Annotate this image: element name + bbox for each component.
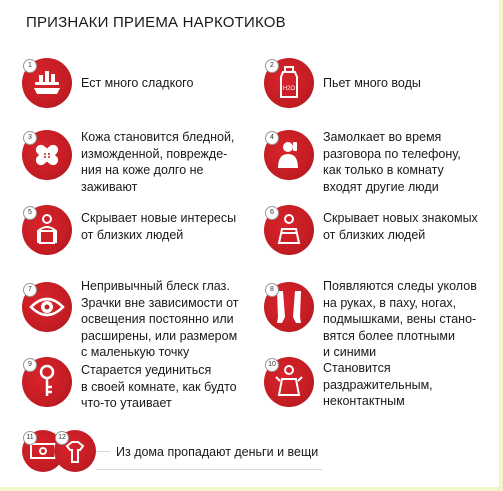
sign-text-8: Появляются следы уколов на руках, в паху, ногах, подмышками, вены стано- вятся более плотными и синими bbox=[323, 279, 477, 359]
sign-text-1: Ест много сладкого bbox=[81, 76, 194, 90]
sign-text-7: Непривычный блеск глаз. Зрачки вне зависимости от освещения постоянно или расширены, или размером с маленькую точку bbox=[81, 279, 239, 359]
item-number: 9 bbox=[23, 358, 37, 372]
right-edge-strip bbox=[499, 0, 503, 491]
sign-text-9: Старается уединиться в своей комнате, как будто что-то утаивает bbox=[81, 363, 237, 410]
sign-text-6: Скрывает новых знакомых от близких людей bbox=[323, 211, 478, 242]
svg-text:H2O: H2O bbox=[282, 86, 296, 92]
bottom-divider-right bbox=[96, 469, 322, 470]
item-number: 4 bbox=[265, 131, 279, 145]
item-number: 1 bbox=[23, 59, 37, 73]
item-number: 7 bbox=[23, 283, 37, 297]
item-number: 10 bbox=[265, 358, 279, 372]
page-title: ПРИЗНАКИ ПРИЕМА НАРКОТИКОВ bbox=[26, 14, 286, 31]
sign-text-10: Становится раздражительным, неконтактным bbox=[323, 361, 433, 408]
sign-text-3: Кожа становится бледной, изможденной, поврежде- ния на коже долго не заживают bbox=[81, 130, 235, 194]
item-number: 3 bbox=[23, 131, 37, 145]
bottom-edge-strip bbox=[0, 487, 503, 491]
sign-text-5: Скрывает новые интересы от близких людей bbox=[81, 211, 237, 242]
sign-text-11-12: Из дома пропадают деньги и вещи bbox=[116, 445, 319, 459]
item-number: 8 bbox=[265, 283, 279, 297]
item-number: 6 bbox=[265, 206, 279, 220]
sign-text-2: Пьет много воды bbox=[323, 76, 421, 90]
sign-text-4: Замолкает во время разговора по телефону, как только в комнату входят другие люди bbox=[323, 130, 461, 194]
item-number: 2 bbox=[265, 59, 279, 73]
bottom-divider bbox=[96, 451, 110, 452]
item-number: 5 bbox=[23, 206, 37, 220]
item-number: 11 bbox=[23, 431, 37, 445]
item-number: 12 bbox=[55, 431, 69, 445]
